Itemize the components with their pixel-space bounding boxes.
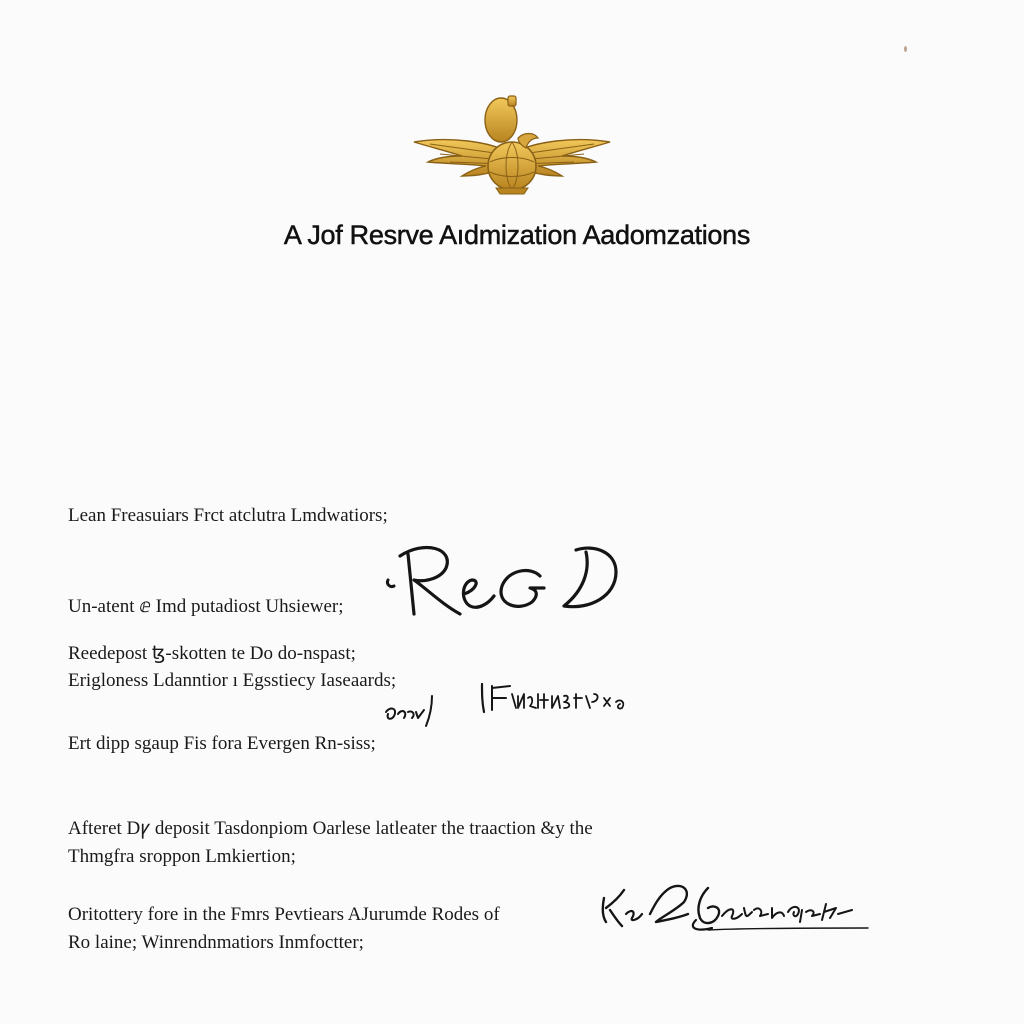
- body-line: Ert dipp sgaup Fis fora Evergen Rn-siss;: [68, 733, 376, 754]
- document-heading: A Jof Resrve Aıdmization Aadomzations: [283, 220, 751, 250]
- body-line: Oritottery fore in the Fmrs Pevtiears AJurumde Rodes of: [68, 904, 500, 925]
- body-line: Erigloness Ldanntior ı Egsstiecy Iaseaards;: [68, 670, 397, 691]
- winged-emblem-icon: [410, 92, 614, 196]
- signature-bottom: [596, 878, 886, 940]
- body-line: Lean Freasuiars Frct atclutra Lmdwatiors;: [68, 505, 388, 526]
- body-line: Ro laine; Winrendnmatiors Inmfoctter;: [68, 932, 364, 953]
- signature-small-a: [382, 690, 444, 730]
- body-line: Thmgfra sroppon Lmkiertion;: [68, 846, 296, 867]
- signature-small-b: [476, 680, 646, 716]
- body-line: Un-atent ⅇ Imd putadiost Uhsiewer;: [68, 596, 344, 617]
- signature-large: [380, 530, 650, 625]
- body-line: Afteret Dꝩ deposit Tasdonpiom Oarlese latleater the traaction &y the: [68, 818, 593, 839]
- body-line: Reedepost ꜩ-skotten te Do do-nspast;: [68, 643, 356, 664]
- paper-speck: [904, 46, 907, 52]
